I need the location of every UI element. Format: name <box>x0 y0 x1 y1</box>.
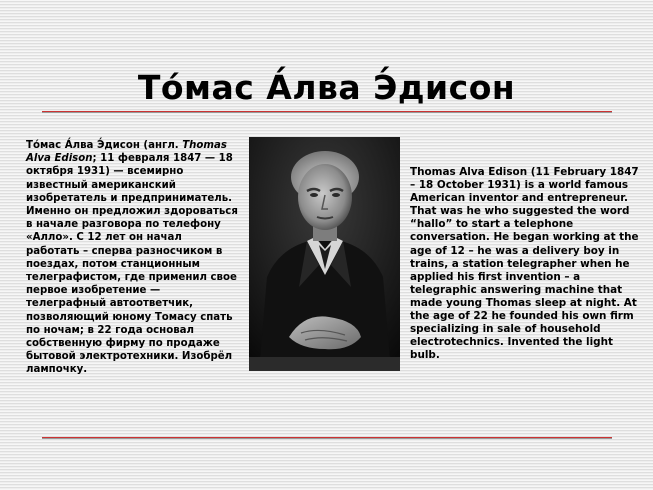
top-divider <box>42 111 612 113</box>
latin-name: Thomas Alva Edison <box>26 140 227 165</box>
name-ru: То́мас А́лва Э́дисон <box>26 140 140 151</box>
biography-body-ru: ; 11 февраля 1847 — 18 октября 1931) — всемирно известный американский изобретатель и предприниматель. Именно он предложил здороваться в начале разговора по телефону «Алло». С 12 лет он начал работать – сперва разносчиком в поездах, потом станционным телеграфистом, где применил свое первое изобретение — телеграфный автоответчик, позволяющий юному Томасу спать по ночам; в 22 года основал собственную фирму по продаже бытовой электротехники. Изобрёл лампочку. <box>26 153 238 376</box>
bottom-divider <box>42 437 612 439</box>
russian-biography-text <box>26 139 238 377</box>
slide-title: То́мас А́лва Э́дисон <box>137 68 516 107</box>
paren-open-text: (англ. <box>139 140 183 151</box>
edison-portrait-photo <box>249 137 400 371</box>
english-biography-text: Thomas Alva Edison (11 February 1847 – 18 October 1931) is a world famous American inventor and entrepreneur. That was he who suggested the word “hallo” to start a telephone conversation. He began working at the age of 12 – he was a delivery boy in trains, a station telegrapher when he applied his first invention – a telegraphic answering machine that made young Thomas sleep at night. At the age of 22 he founded his own firm specializing in sale of household electrotechnics. Invented the light bulb. <box>410 166 639 362</box>
